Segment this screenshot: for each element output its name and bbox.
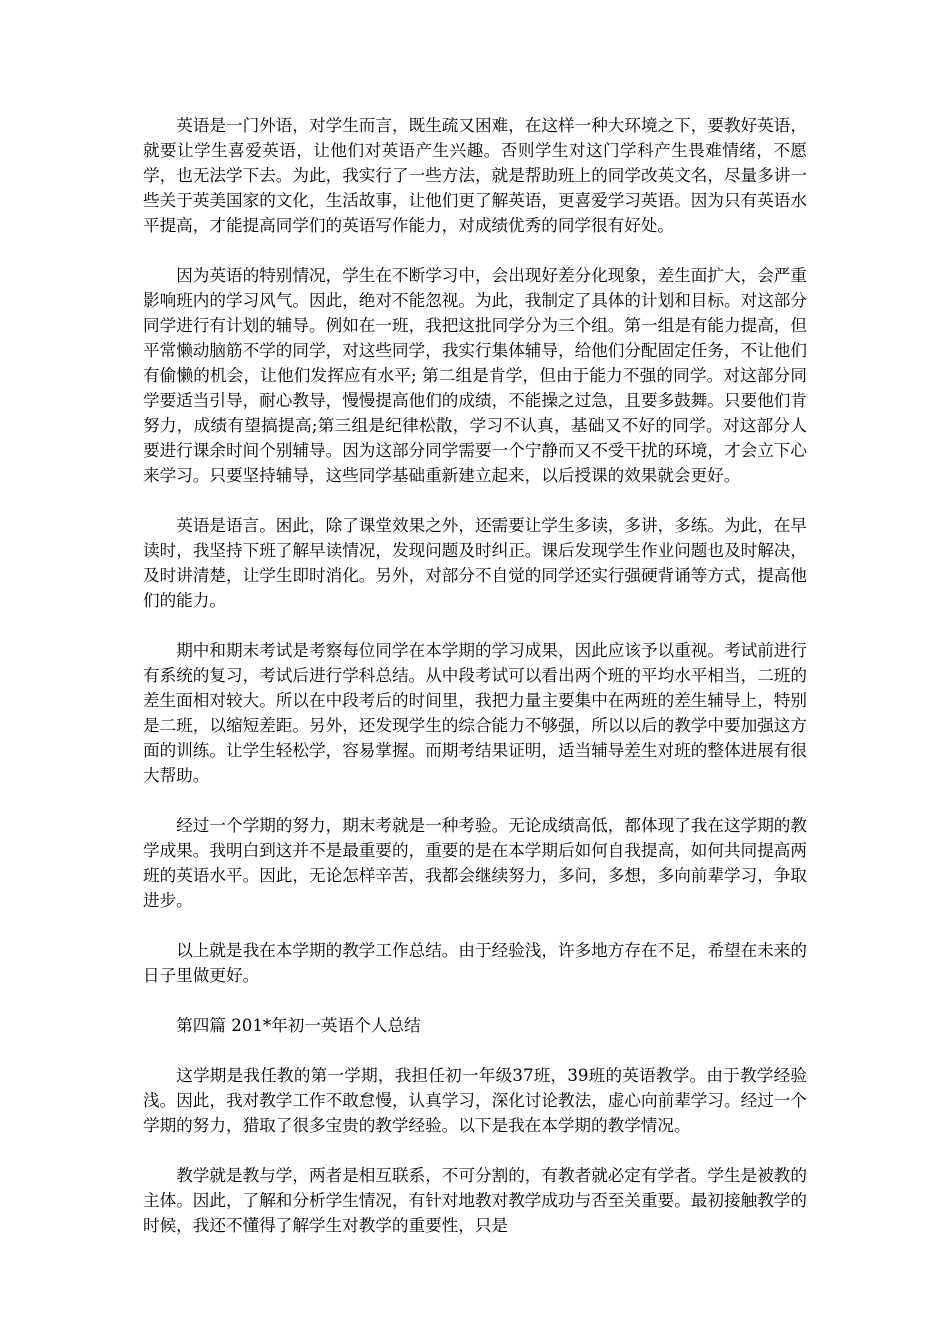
paragraph-2: 因为英语的特别情况，学生在不断学习中，会出现好差分化现象，差生面扩大，会严重影响班内的学习风气。因此，绝对不能忽视。为此，我制定了具体的计划和目标。对这部分同学进行有计划的辅导。例如在一班，我把这批同学分为三个组。第一组是有能力提高，但平常懒动脑筋不学的同学，对这些同学，我实行集体辅导，给他们分配固定任务，不让他们有偷懒的机会，让他们发挥应有水平; 第二组是肯学，但由于能力不强的同学。对这部分同学要适当引导，耐心教导，慢慢提高他们的成绩，不能操之过急，且要多鼓舞。只要他们肯努力，成绩有望搞提高;第三组是纪律松散，学习不认真，基础又不好的同学。对这部分人要进行课余时间个别辅导。因为这部分同学需要一个宁静而又不受干扰的环境，才会立下心来学习。只要坚持辅导，这些同学基础重新建立起来，以后授课的效果就会更好。 [143, 266, 807, 485]
section-paragraph-2: 教学就是教与学，两者是相互联系，不可分割的，有教者就必定有学者。学生是被教的主体。因此，了解和分析学生情况，有针对地教对教学成功与否至关重要。最初接触教学的时候，我还不懂得了解学生对教学的重要性，只是 [143, 1166, 807, 1235]
section-title: 第四篇 201*年初一英语个人总结 [176, 1016, 421, 1035]
paragraph-4: 期中和期末考试是考察每位同学在本学期的学习成果，因此应该予以重视。考试前进行有系统的复习，考试后进行学科总结。从中段考试可以看出两个班的平均水平相当，二班的差生面相对较大。所以在中段考后的时间里，我把力量主要集中在两班的差生辅导上，特别是二班，以缩短差距。另外，还发现学生的综合能力不够强，所以以后的教学中要加强这方面的训练。让学生轻松学，容易掌握。而期考结果证明，适当辅导差生对班的整体进展有很大帮助。 [143, 641, 807, 785]
document-page [143, 113, 807, 1238]
paragraph-6: 以上就是我在本学期的教学工作总结。由于经验浅，许多地方存在不足，希望在未来的日子里做更好。 [143, 941, 807, 985]
paragraph-5: 经过一个学期的努力，期末考就是一种考验。无论成绩高低，都体现了我在这学期的教学成果。我明白到这并不是最重要的，重要的是在本学期后如何自我提高，如何共同提高两班的英语水平。因此，无论怎样辛苦，我都会继续努力，多问，多想，多向前辈学习，争取进步。 [143, 816, 807, 910]
paragraph-3: 英语是语言。困此，除了课堂效果之外，还需要让学生多读，多讲，多练。为此，在早读时，我坚持下班了解早读情况，发现问题及时纠正。课后发现学生作业问题也及时解决，及时讲清楚，让学生即时消化。另外，对部分不自觉的同学还实行强硬背诵等方式，提高他们的能力。 [143, 516, 807, 610]
paragraph-1: 英语是一门外语，对学生而言，既生疏又困难，在这样一种大环境之下，要教好英语，就要让学生喜爱英语，让他们对英语产生兴趣。否则学生对这门学科产生畏难情绪，不愿学，也无法学下去。为此，我实行了一些方法，就是帮助班上的同学改英文名，尽量多讲一些关于英美国家的文化，生活故事，让他们更了解英语，更喜爱学习英语。因为只有英语水平提高，才能提高同学们的英语写作能力，对成绩优秀的同学很有好处。 [143, 116, 807, 235]
section-paragraph-1: 这学期是我任教的第一学期，我担任初一年级37班，39班的英语教学。由于教学经验浅。因此，我对教学工作不敢怠慢，认真学习，深化讨论教法，虚心向前辈学习。经过一个学期的努力，猎取了很多宝贵的教学经验。以下是我在本学期的教学情况。 [143, 1066, 807, 1135]
